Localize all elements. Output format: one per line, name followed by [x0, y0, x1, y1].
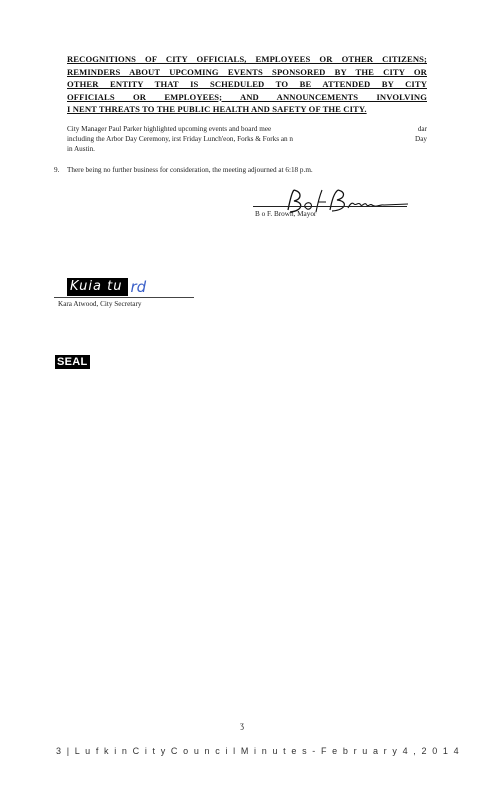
mayor-signature-line: [253, 206, 407, 207]
paragraph-text: dar: [417, 125, 427, 133]
heading-line: OFFICIALS OR EMPLOYEES; AND ANNOUNCEMENTS INVOLVING: [67, 91, 427, 102]
page-mark: ʒ: [240, 720, 244, 730]
heading-line: RECOGNITIONS OF CITY OFFICIALS, EMPLOYEES OR OTHER CITIZENS;: [67, 54, 427, 64]
signature-ink: rd: [130, 278, 147, 296]
announcement-paragraph: [67, 124, 427, 154]
heading-line: OTHER ENTITY THAT IS SCHEDULED TO BE ATTENDED BY CITY: [67, 79, 427, 89]
seal-label: SEAL: [57, 356, 88, 368]
signature-redaction: Kuia tu: [67, 278, 128, 296]
secretary-signature-line: [54, 297, 194, 298]
item-text: There being no further business for consideration, the meeting adjourned at 6:18 p.m.: [67, 166, 313, 174]
secretary-name: Kara Atwood, City Secretary: [58, 300, 142, 308]
heading-line: I NENT THREATS TO THE PUBLIC HEALTH AND SAFETY OF THE CITY.: [67, 104, 367, 114]
paragraph-text: in Austin.: [67, 145, 95, 153]
paragraph-line: [67, 134, 427, 144]
paragraph-text: City Manager Paul Parker highlighted upcoming events and board mee: [67, 125, 272, 133]
heading-line: REMINDERS ABOUT UPCOMING EVENTS SPONSORED BY THE CITY OR: [67, 66, 427, 77]
paragraph-line: [67, 124, 427, 134]
item-number: 9.: [54, 166, 60, 174]
agenda-item-heading: [67, 53, 427, 116]
mayor-name: B o F. Brown, Mayor: [255, 210, 317, 218]
paragraph-text: Day: [415, 135, 427, 143]
page-footer: 3 | L u f k i n C i t y C o u n c i l M i n u t e s - F e b r u a r y 4 , 2 0 1 4: [56, 746, 461, 756]
secretary-signature: [67, 277, 146, 297]
adjournment-item: [54, 166, 313, 174]
paragraph-text: including the Arbor Day Ceremony, irst Friday Lunch'eon, Forks & Forks an n: [67, 135, 294, 143]
